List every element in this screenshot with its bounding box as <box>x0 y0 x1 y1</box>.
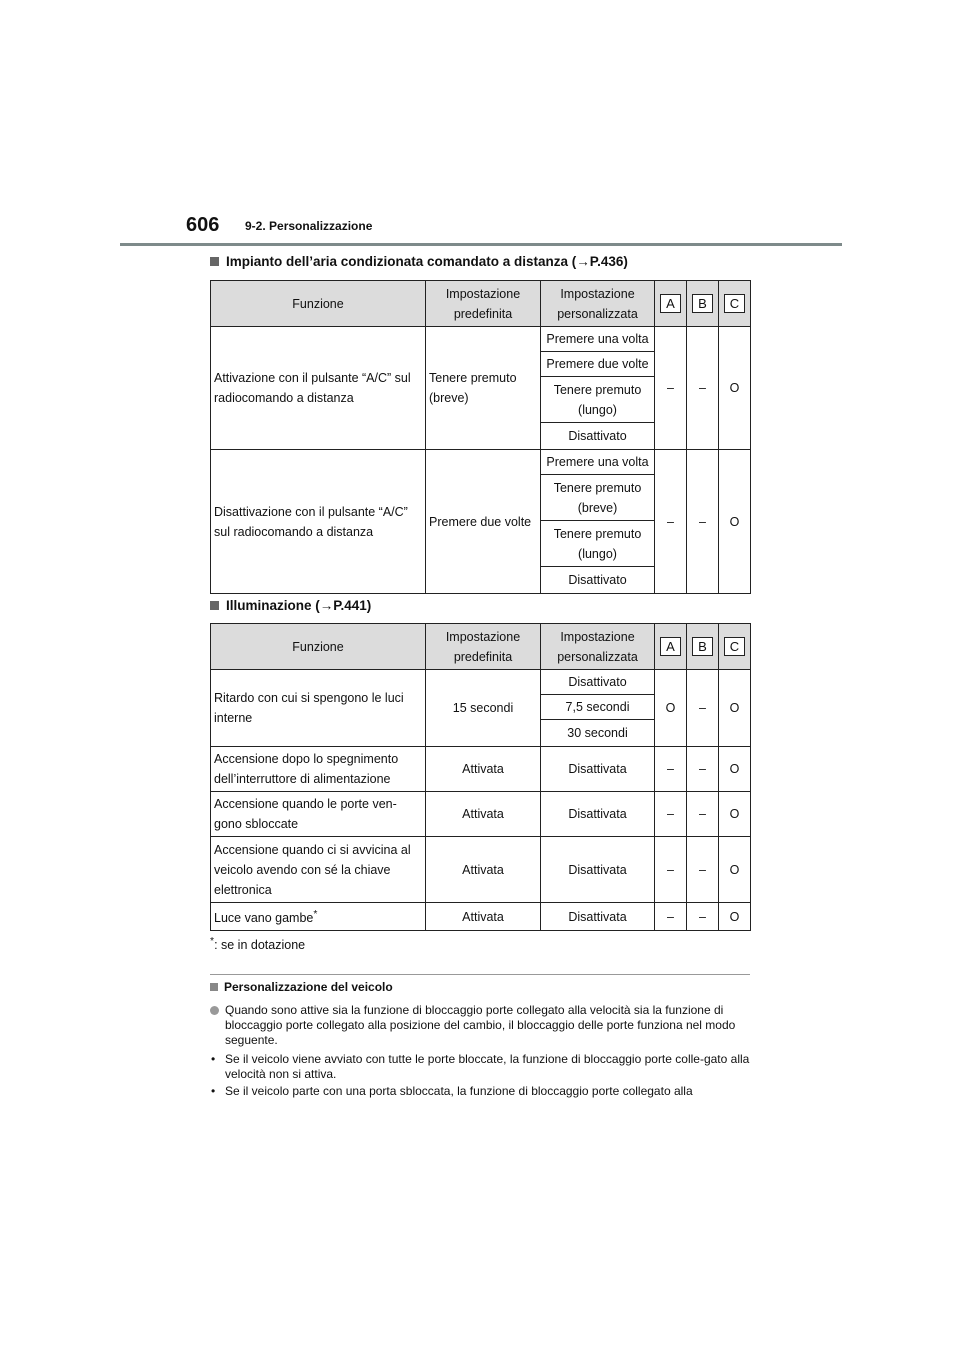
b-cell: – <box>687 450 719 594</box>
option-cell: Disattivato <box>541 670 655 695</box>
option-cell: Disattivato <box>541 567 655 594</box>
b-cell: – <box>687 670 719 747</box>
table-row <box>211 792 751 837</box>
option-cell: Disattivato <box>541 423 655 450</box>
list-item <box>210 1084 755 1099</box>
table-header-row <box>211 624 751 670</box>
table-row <box>211 837 751 903</box>
heading-text: Illuminazione (→P.441) <box>226 598 372 613</box>
default-cell: Attivata <box>426 837 541 903</box>
default-cell: Tenere premuto (breve) <box>426 327 541 450</box>
funzione-cell: Luce vano gambe* <box>211 903 426 931</box>
c-cell: O <box>719 747 751 792</box>
b-cell: – <box>687 327 719 450</box>
c-cell: O <box>719 903 751 931</box>
option-cell: Premere una volta <box>541 327 655 352</box>
funzione-cell: Accensione dopo lo spegnimento dell’interruttore di alimentazione <box>211 747 426 792</box>
option-cell: Premere una volta <box>541 450 655 475</box>
col-c-icon: C <box>724 637 745 656</box>
b-cell: – <box>687 837 719 903</box>
col-funzione: Funzione <box>211 281 426 327</box>
custom-cell: Disattivata <box>541 903 655 931</box>
list-item-text: Se il veicolo parte con una porta sbloccata, la funzione di bloccaggio porte collegato alla <box>225 1084 693 1098</box>
list-item-text: Se il veicolo viene avviato con tutte le porte bloccate, la funzione di bloccaggio porte colle-gato alla velocità non si attiva. <box>225 1052 750 1081</box>
b-cell: – <box>687 792 719 837</box>
default-cell: 15 secondi <box>426 670 541 747</box>
air-conditioning-table <box>210 280 751 594</box>
square-bullet-icon <box>210 257 219 266</box>
a-cell: – <box>655 327 687 450</box>
square-bullet-icon <box>210 983 218 991</box>
table-header-row <box>211 281 751 327</box>
note-paragraph <box>210 1003 755 1048</box>
table-row <box>211 670 751 695</box>
note-heading-text: Personalizzazione del veicolo <box>224 980 393 994</box>
section-title: 9-2. Personalizzazione <box>245 219 373 233</box>
heading-air-conditioning <box>210 254 628 269</box>
option-cell: Tenere premuto (breve) <box>541 475 655 521</box>
a-cell: – <box>655 792 687 837</box>
custom-cell: Disattivata <box>541 792 655 837</box>
table-row <box>211 903 751 931</box>
funzione-cell: Accensione quando le porte ven-gono sbloccate <box>211 792 426 837</box>
list-item <box>210 1052 755 1082</box>
heading-text: Impianto dell’aria condizionata comandato a distanza (→P.436) <box>226 254 628 269</box>
option-cell: Tenere premuto (lungo) <box>541 521 655 567</box>
c-cell: O <box>719 837 751 903</box>
footnote-mark: * <box>210 936 215 947</box>
a-cell: – <box>655 903 687 931</box>
col-personalizzata: Impostazione personalizzata <box>541 281 655 327</box>
a-cell: – <box>655 747 687 792</box>
custom-cell: Disattivata <box>541 747 655 792</box>
default-cell: Attivata <box>426 792 541 837</box>
a-cell: O <box>655 670 687 747</box>
footnote-mark: * <box>313 909 318 920</box>
col-c-icon: C <box>724 294 745 313</box>
footnote <box>210 936 305 952</box>
footnote-text: : se in dotazione <box>214 938 306 953</box>
illuminazione-table <box>210 623 751 931</box>
col-b-icon: B <box>692 637 713 656</box>
square-bullet-icon <box>210 601 219 610</box>
option-cell: Tenere premuto (lungo) <box>541 377 655 423</box>
default-cell: Premere due volte <box>426 450 541 594</box>
table-row <box>211 450 751 475</box>
a-cell: – <box>655 837 687 903</box>
note-paragraph-text: Quando sono attive sia la funzione di bloccaggio porte collegato alla velocità sia la funzione di bloccaggio porte collegato alla posizione del cambio, il bloccaggio delle porte funziona nel modo seguente. <box>225 1003 736 1047</box>
table-row <box>211 747 751 792</box>
bullet-icon: • <box>211 1052 216 1066</box>
c-cell: O <box>719 670 751 747</box>
col-personalizzata: Impostazione personalizzata <box>541 624 655 670</box>
funzione-cell: Accensione quando ci si avvicina al veicolo avendo con sé la chiave elettronica <box>211 837 426 903</box>
a-cell: – <box>655 450 687 594</box>
option-cell: 7,5 secondi <box>541 695 655 720</box>
c-cell: O <box>719 327 751 450</box>
b-cell: – <box>687 903 719 931</box>
header-divider <box>120 243 842 246</box>
option-cell: 30 secondi <box>541 720 655 747</box>
col-b-icon: B <box>692 294 713 313</box>
c-cell: O <box>719 792 751 837</box>
note-heading <box>210 980 393 994</box>
col-a-icon: A <box>660 637 681 656</box>
default-cell: Attivata <box>426 747 541 792</box>
col-funzione: Funzione <box>211 624 426 670</box>
funzione-cell: Attivazione con il pulsante “A/C” sul radiocomando a distanza <box>211 327 426 450</box>
heading-illuminazione <box>210 598 371 613</box>
funzione-cell: Disattivazione con il pulsante “A/C” sul radiocomando a distanza <box>211 450 426 594</box>
circle-bullet-icon <box>210 1006 219 1015</box>
table-row <box>211 327 751 352</box>
page-number: 606 <box>186 214 220 236</box>
c-cell: O <box>719 450 751 594</box>
custom-cell: Disattivata <box>541 837 655 903</box>
b-cell: – <box>687 747 719 792</box>
note-divider <box>210 974 750 975</box>
bullet-icon: • <box>211 1084 216 1098</box>
col-a-icon: A <box>660 294 681 313</box>
default-cell: Attivata <box>426 903 541 931</box>
funzione-cell: Ritardo con cui si spengono le luci interne <box>211 670 426 747</box>
col-predefinita: Impostazione predefinita <box>426 281 541 327</box>
option-cell: Premere due volte <box>541 352 655 377</box>
col-predefinita: Impostazione predefinita <box>426 624 541 670</box>
